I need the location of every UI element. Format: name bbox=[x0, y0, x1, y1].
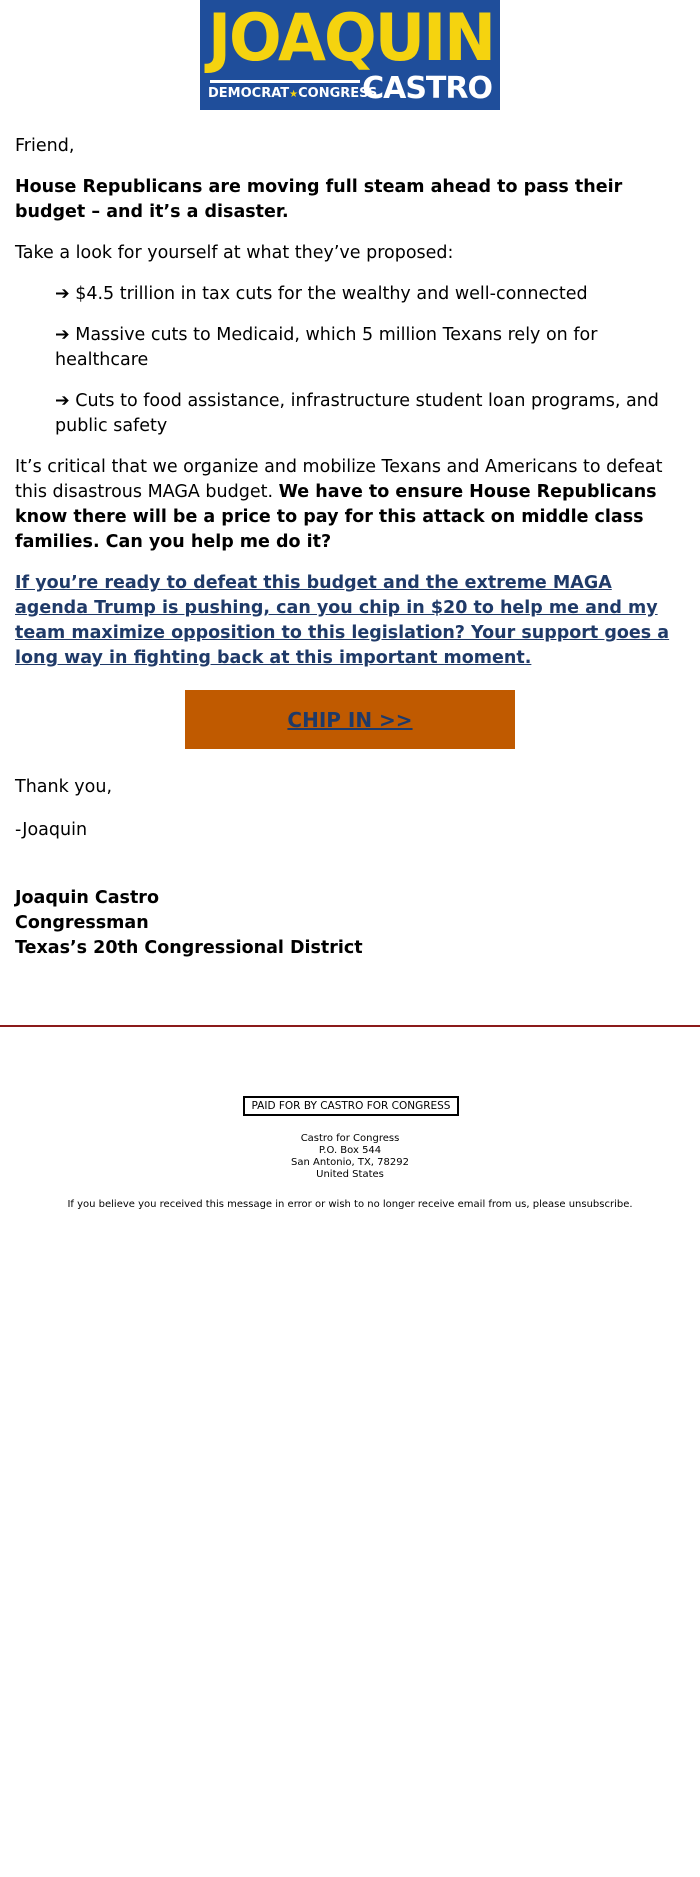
headline: House Republicans are moving full steam ahead to pass their budget – and it’s a disaster. bbox=[15, 177, 623, 222]
logo-office: CONGRESS bbox=[298, 86, 378, 101]
logo-subtitle bbox=[208, 86, 377, 101]
email-body bbox=[15, 134, 687, 687]
signature-name: Joaquin Castro bbox=[15, 888, 159, 908]
intro-text: Take a look for yourself at what they’ve proposed: bbox=[15, 243, 454, 263]
body-bold-text: We have to ensure House Republicans know there will be a price to pay for this attack on middle class families. Can you help me do it? bbox=[15, 482, 657, 552]
logo-last-name: CASTRO bbox=[362, 71, 492, 106]
mailing-address bbox=[200, 1133, 500, 1181]
logo-party: DEMOCRAT bbox=[208, 86, 290, 101]
donation-ask-paragraph bbox=[15, 571, 687, 671]
signoff-name: -Joaquin bbox=[15, 820, 88, 840]
signature-title: Congressman bbox=[15, 913, 149, 933]
body-plain-text: It’s critical that we organize and mobilize Texans and Americans to defeat this disastrous MAGA budget. bbox=[15, 457, 663, 502]
bullet-item: ➔ Cuts to food assistance, infrastructure student loan programs, and public safety bbox=[55, 391, 659, 436]
donation-ask-link[interactable]: If you’re ready to defeat this budget and the extreme MAGA agenda Trump is pushing, can you chip in $20 to help me and my team maximize opposition to this legislation? Your support goes a long way in fighting back at this important moment. bbox=[15, 573, 670, 668]
address-line: San Antonio, TX, 78292 bbox=[291, 1157, 409, 1168]
paid-for-disclaimer: PAID FOR BY CASTRO FOR CONGRESS bbox=[243, 1096, 459, 1116]
address-line: United States bbox=[316, 1169, 384, 1180]
unsubscribe-notice[interactable]: If you believe you received this message in error or wish to no longer receive email from us, please unsubscribe. bbox=[67, 1199, 633, 1210]
thanks-text: Thank you, bbox=[15, 777, 113, 797]
signature-district: Texas’s 20th Congressional District bbox=[15, 938, 363, 958]
greeting: Friend, bbox=[15, 136, 75, 156]
body-paragraph bbox=[15, 455, 687, 555]
chip-in-label[interactable]: CHIP IN >> bbox=[287, 707, 413, 732]
signature-block bbox=[15, 886, 363, 961]
signoff-block bbox=[15, 775, 112, 861]
castro-logo bbox=[200, 0, 500, 110]
bullet-item: ➔ Massive cuts to Medicaid, which 5 million Texans rely on for healthcare bbox=[55, 325, 598, 370]
address-line: Castro for Congress bbox=[300, 1133, 400, 1144]
logo-divider bbox=[210, 80, 360, 83]
chip-in-button[interactable] bbox=[185, 690, 515, 749]
footer-divider bbox=[0, 1025, 700, 1027]
logo-first-name: JOAQUIN bbox=[207, 0, 495, 76]
bullet-item: ➔ $4.5 trillion in tax cuts for the wealthy and well-connected bbox=[55, 284, 588, 304]
star-icon: ★ bbox=[289, 89, 299, 100]
address-line: P.O. Box 544 bbox=[318, 1145, 382, 1156]
